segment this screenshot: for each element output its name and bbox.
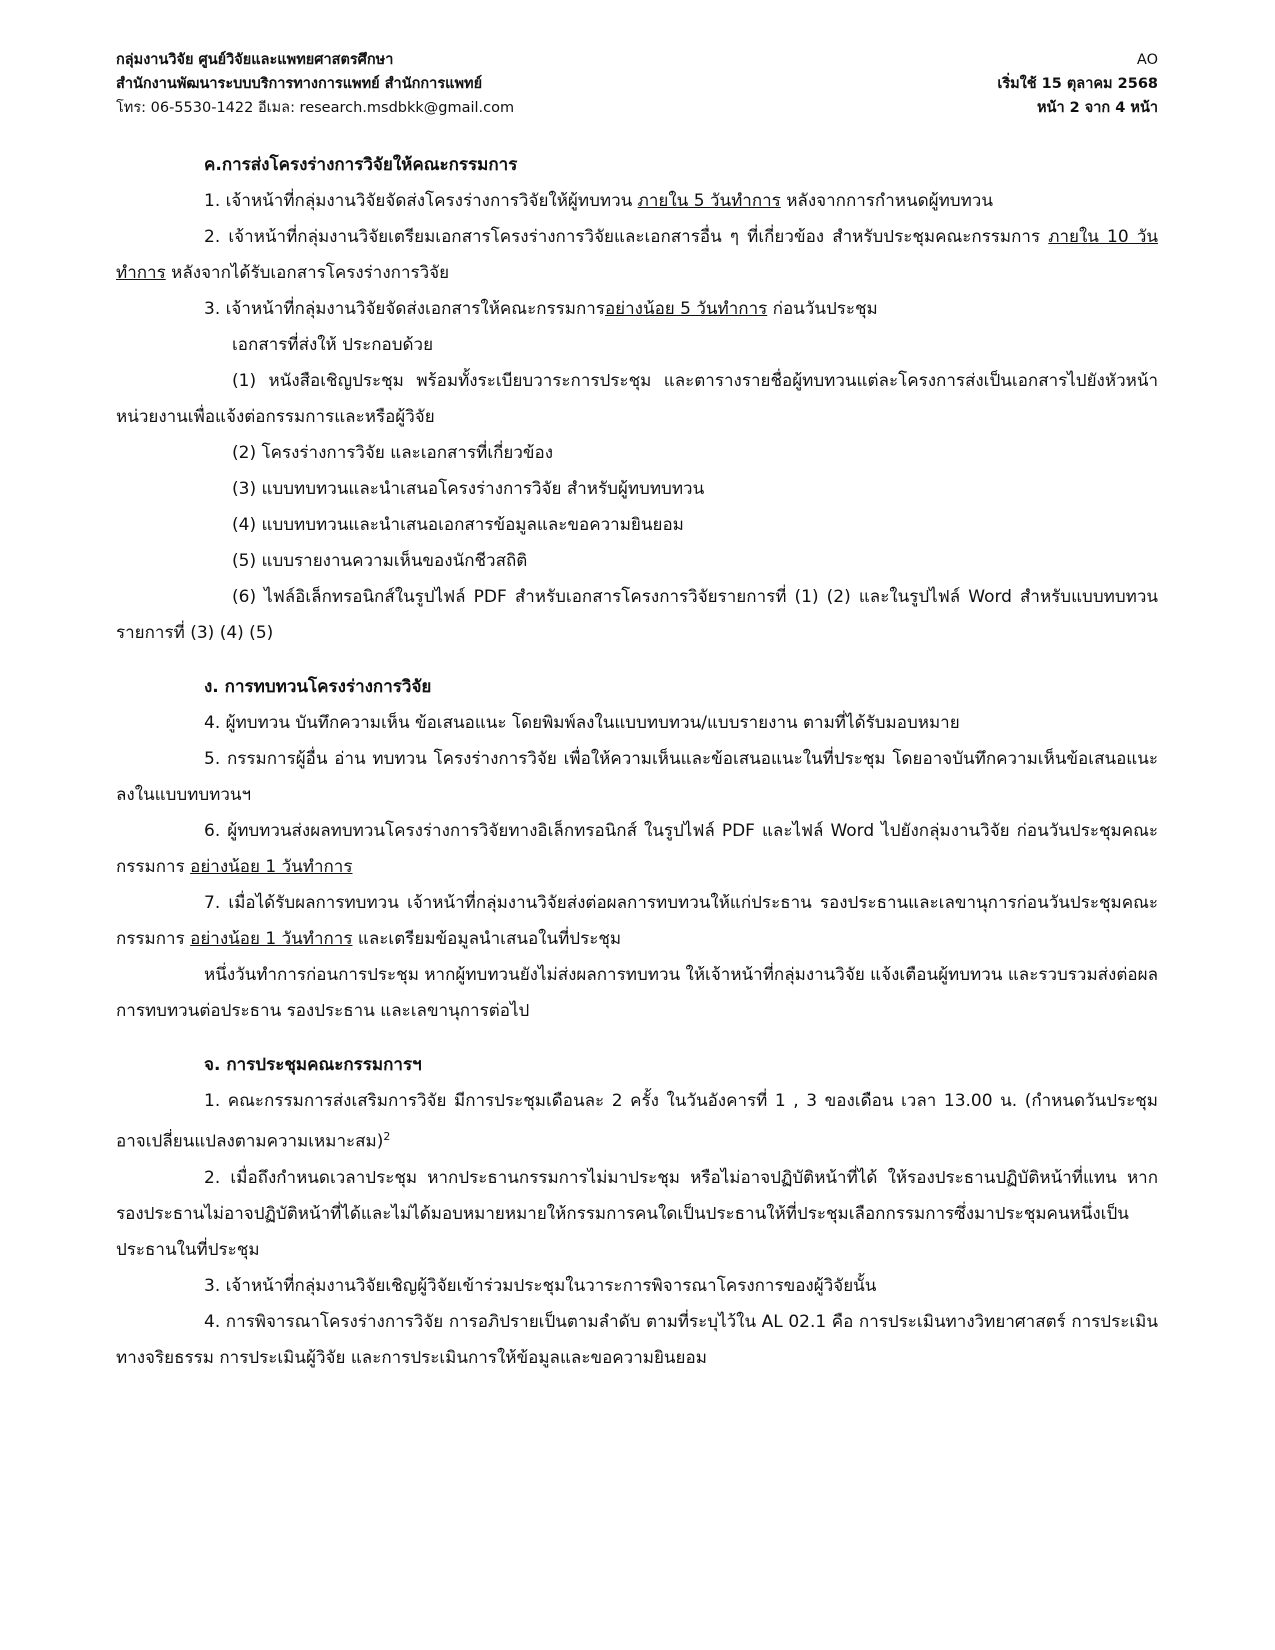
section-spacer (116, 651, 1158, 669)
section-d-item-7 (116, 885, 1158, 957)
section-d-item-5 (116, 741, 1158, 813)
page-number: หน้า 2 จาก 4 หน้า (1036, 100, 1158, 116)
effective-date: เริ่มใช้ 15 ตุลาคม 2568 (997, 76, 1158, 92)
contact-line: โทร: 06-5530-1422 อีเมล: research.msdbkk@gmail.com (116, 100, 515, 116)
item-text: 5. กรรมการผู้อื่น อ่าน ทบทวน โครงร่างการวิจัย เพื่อให้ความเห็นและข้อเสนอแนะในที่ประชุม โดยอาจบันทึกความเห็นข้อเสนอแนะลงในแบบทบทวนฯ (116, 749, 1158, 805)
item-text: หนึ่งวันทำการก่อนการประชุม หากผู้ทบทวนยังไม่ส่งผลการทบทวน ให้เจ้าหน้าที่กลุ่มงานวิจัย แจ้งเตือนผู้ทบทวน และรวบรวมส่งต่อผลการทบทวนต่อประธาน รองประธาน และเลขานุการต่อไป (116, 965, 1158, 1021)
item-text: (6) ไฟล์อิเล็กทรอนิกส์ในรูปไฟล์ PDF สำหรับเอกสารโครงการวิจัยรายการที่ (1) (2) และในรูปไฟล์ Word สำหรับแบบทบทวนรายการที่ (3) (4) (5) (116, 587, 1158, 643)
section-e-title: จ. การประชุมคณะกรรมการฯ (204, 1055, 422, 1075)
header-organization (116, 48, 514, 120)
section-d-note (116, 957, 1158, 1029)
header-document-info (997, 48, 1158, 120)
underlined-deadline: อย่างน้อย 5 วันทำการ (604, 299, 768, 319)
section-e-item-4 (116, 1304, 1158, 1376)
document-list-item-5: (5) แบบรายงานความเห็นของนักชีวสถิติ (232, 551, 528, 571)
org-line-2: สำนักงานพัฒนาระบบบริการทางการแพทย์ สำนักการแพทย์ (116, 76, 483, 92)
section-d-item-6 (116, 813, 1158, 885)
item-text: ก่อนวันประชุม (767, 299, 878, 319)
section-c-item-3 (116, 291, 1158, 327)
item-text: 1. เจ้าหน้าที่กลุ่มงานวิจัยจัดส่งโครงร่างการวิจัยให้ผู้ทบทวน (204, 191, 638, 211)
document-list-item-2: (2) โครงร่างการวิจัย และเอกสารที่เกี่ยวข้อง (232, 443, 554, 463)
documents-intro: เอกสารที่ส่งให้ ประกอบด้วย (232, 335, 434, 355)
item-text: (1) หนังสือเชิญประชุม พร้อมทั้งระเบียบวาระการประชุม และตารางรายชื่อผู้ทบทวนแต่ละโครงการส่งเป็นเอกสารไปยังหัวหน้าหน่วยงานเพื่อแจ้งต่อกรรมการและหรือผู้วิจัย (116, 371, 1158, 427)
section-d-item-4 (116, 705, 1158, 741)
section-c-item-2 (116, 219, 1158, 291)
section-c-item-1 (116, 183, 1158, 219)
item-text: 7. เมื่อได้รับผลการทบทวน เจ้าหน้าที่กลุ่มงานวิจัยส่งต่อผลการทบทวนให้แก่ประธาน รองประธานและเลขานุการก่อนวันประชุมคณะกรรมการ (116, 893, 1158, 949)
underlined-deadline: อย่างน้อย 1 วันทำการ (190, 857, 353, 877)
item-text: 4. ผู้ทบทวน บันทึกความเห็น ข้อเสนอแนะ โดยพิมพ์ลงในแบบทบทวน/แบบรายงาน ตามที่ได้รับมอบหมาย (204, 713, 960, 733)
footnote-marker: 2 (383, 1130, 391, 1143)
item-text: 6. ผู้ทบทวนส่งผลทบทวนโครงร่างการวิจัยทางอิเล็กทรอนิกส์ ในรูปไฟล์ PDF และไฟล์ Word ไปยังกลุ่มงานวิจัย ก่อนวันประชุมคณะกรรมการ (116, 821, 1158, 877)
item-text: 2. เมื่อถึงกำหนดเวลาประชุม หากประธานกรรมการไม่มาประชุม หรือไม่อาจปฏิบัติหน้าที่ได้ ให้รองประธานปฏิบัติหน้าที่แทน หากรองประธานไม่อาจปฏิบัติหน้าที่ได้และไม่ได้มอบหมายหมายให้กรรมการคนใดเป็นประธานให้ที่ประชุมเลือกกรรมการซึ่งมาประชุมคนหนึ่งเป็นประธานในที่ประชุม (116, 1167, 1158, 1260)
item-text: 2. เจ้าหน้าที่กลุ่มงานวิจัยเตรียมเอกสารโครงร่างการวิจัยและเอกสารอื่น ๆ ที่เกี่ยวข้อง สำหรับประชุมคณะกรรมการ (204, 227, 1049, 247)
document-list-item-1 (116, 363, 1158, 435)
document-body (116, 147, 1158, 1376)
item-text: 4. การพิจารณาโครงร่างการวิจัย การอภิปรายเป็นตามลำดับ ตามที่ระบุไว้ใน AL 02.1 คือ การประเมินทางวิทยาศาสตร์ การประเมินทางจริยธรรม การประเมินผู้วิจัย และการประเมินการให้ข้อมูลและขอความยินยอม (116, 1311, 1158, 1368)
document-code: AO (1136, 52, 1158, 68)
section-spacer (116, 1029, 1158, 1047)
item-text: 1. คณะกรรมการส่งเสริมการวิจัย มีการประชุมเดือนละ 2 ครั้ง ในวันอังคารที่ 1 , 3 ของเดือน เวลา 13.00 น. (กำหนดวันประชุมอาจเปลี่ยนแปลงตามความเหมาะสม) (116, 1091, 1158, 1152)
underlined-deadline: อย่างน้อย 1 วันทำการ (190, 929, 353, 949)
item-text: หลังจากได้รับเอกสารโครงร่างการวิจัย (165, 263, 450, 283)
item-text: 3. เจ้าหน้าที่กลุ่มงานวิจัยเชิญผู้วิจัยเข้าร่วมประชุมในวาระการพิจารณาโครงการของผู้วิจัยนั้น (204, 1275, 877, 1296)
org-line-1: กลุ่มงานวิจัย ศูนย์วิจัยและแพทยศาสตรศึกษา (116, 52, 394, 68)
section-d-title: ง. การทบทวนโครงร่างการวิจัย (204, 677, 432, 697)
document-list-item-4: (4) แบบทบทวนและนำเสนอเอกสารข้อมูลและขอความยินยอม (232, 515, 684, 535)
item-text: และเตรียมข้อมูลนำเสนอในที่ประชุม (352, 929, 622, 949)
document-list-item-6 (116, 579, 1158, 651)
underlined-deadline: ภายใน 10 วันทำการ (116, 227, 1158, 283)
item-text: หลังจากการกำหนดผู้ทบทวน (780, 191, 993, 211)
section-c-title: ค.การส่งโครงร่างการวิจัยให้คณะกรรมการ (204, 155, 518, 175)
section-e-item-3 (116, 1268, 1158, 1304)
underlined-deadline: ภายใน 5 วันทำการ (637, 191, 781, 211)
document-list-item-3: (3) แบบทบทวนและนำเสนอโครงร่างการวิจัย สำหรับผู้ทบทบทวน (232, 479, 705, 499)
item-text: 3. เจ้าหน้าที่กลุ่มงานวิจัยจัดส่งเอกสารให้คณะกรรมการ (204, 299, 605, 319)
section-e-item-2 (116, 1160, 1158, 1268)
section-e-item-1 (116, 1083, 1158, 1160)
